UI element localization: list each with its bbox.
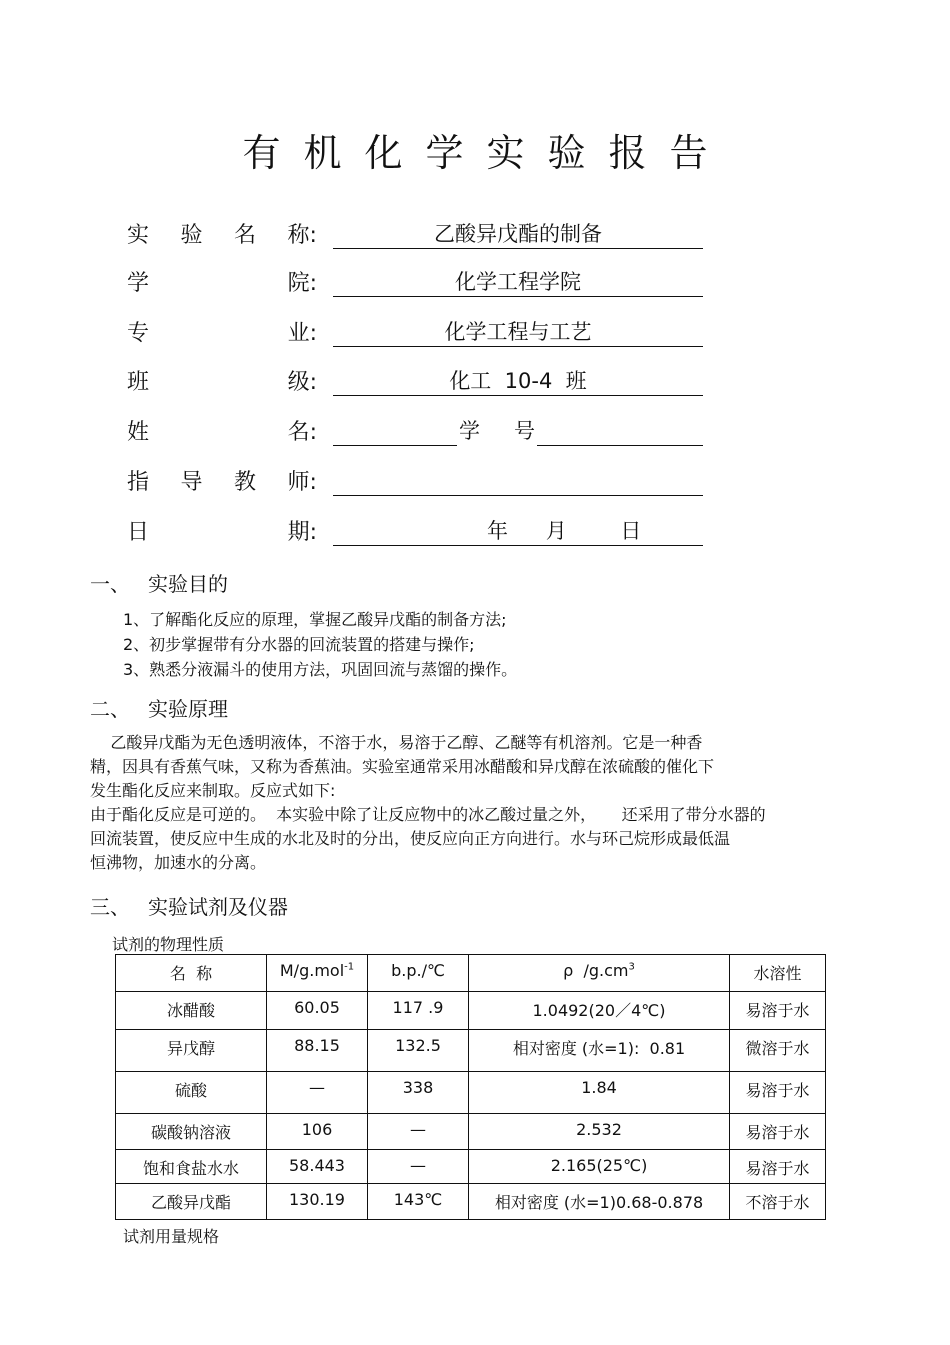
table-cell: 异戊醇 <box>116 1030 267 1072</box>
table-cell: 不溶于水 <box>730 1184 826 1220</box>
name-field-line <box>333 415 457 446</box>
label-char: 师: <box>287 470 317 495</box>
principle-line: 回流装置，使反应中生成的水北及时的分出，使反应向正方向进行。水与环己烷形成最低温 <box>90 829 731 848</box>
principle-paragraph <box>90 731 850 875</box>
table-cell: — <box>368 1114 469 1150</box>
label-char: 学 <box>127 271 150 296</box>
header-cell <box>469 955 730 992</box>
table-cell: 碳酸钠溶液 <box>116 1114 267 1150</box>
header-text: 名 称 <box>169 964 213 983</box>
objective-item: 3、熟悉分液漏斗的使用方法，巩固回流与蒸馏的操作。 <box>123 660 518 679</box>
label-char: 专 <box>127 321 150 346</box>
info-row-college <box>127 266 727 300</box>
label-char: 名 <box>234 223 257 248</box>
table-cell: 60.05 <box>267 992 368 1030</box>
label-char: 业: <box>287 321 317 346</box>
class-value: 化工 10-4 班 <box>333 365 703 396</box>
reagent-amount-caption: 试剂用量规格 <box>123 1227 220 1246</box>
header-text: ρ /g.cm <box>563 961 629 980</box>
label-char: 名: <box>287 420 317 445</box>
label-char: 号 <box>514 419 535 443</box>
objective-item: 1、了解酯化反应的原理，掌握乙酸异戊酯的制备方法; <box>123 610 507 629</box>
table-cell: 2.532 <box>469 1114 730 1150</box>
report-title: 有机化学实验报告 <box>242 131 731 175</box>
table-cell: 106 <box>267 1114 368 1150</box>
section-title: 实验原理 <box>148 697 228 721</box>
principle-line: 精，因具有香蕉气味，又称为香蕉油。实验室通常采用冰醋酸和异戊醇在浓硫酸的催化下 <box>90 757 715 776</box>
table-row <box>116 1072 826 1114</box>
info-row-major <box>127 316 727 350</box>
student-id-label <box>459 415 535 445</box>
info-row-advisor <box>127 465 727 499</box>
student-id-field-line <box>537 415 703 446</box>
info-label <box>127 365 317 396</box>
label-char: 班 <box>127 370 150 395</box>
table-header-row <box>116 955 826 992</box>
principle-line: 乙酸异戊酯为无色透明液体，不溶于水，易溶于乙醇、乙醚等有机溶剂。它是一种香 <box>90 733 703 752</box>
table-cell: 相对密度 (水=1)0.68-0.878 <box>469 1184 730 1220</box>
section-number: 一、 <box>90 572 130 596</box>
section-number: 二、 <box>90 697 130 721</box>
label-char: 院: <box>287 271 317 296</box>
info-row-name <box>127 415 727 449</box>
table-cell: 易溶于水 <box>730 992 826 1030</box>
info-label <box>127 515 317 546</box>
label-char: 学 <box>459 419 480 443</box>
table-cell: 2.165(25℃) <box>469 1150 730 1184</box>
info-label <box>127 266 317 297</box>
major-value: 化学工程与工艺 <box>333 316 703 347</box>
table-row <box>116 1150 826 1184</box>
label-char: 期: <box>287 520 317 545</box>
table-cell: 1.84 <box>469 1072 730 1114</box>
table-caption: 试剂的物理性质 <box>112 935 225 954</box>
table-cell: 相对密度 (水=1): 0.81 <box>469 1030 730 1072</box>
label-char: 教 <box>234 470 257 495</box>
table-cell: 1.0492(20／4℃) <box>469 992 730 1030</box>
label-char: 实 <box>127 223 150 248</box>
header-text: 水溶性 <box>753 964 802 983</box>
info-row-experiment-name <box>127 218 727 252</box>
table-cell: — <box>368 1150 469 1184</box>
header-cell <box>267 955 368 992</box>
label-char: 日 <box>127 520 150 545</box>
table-cell: 微溶于水 <box>730 1030 826 1072</box>
table-cell: 易溶于水 <box>730 1072 826 1114</box>
table-cell: 易溶于水 <box>730 1114 826 1150</box>
info-label <box>127 415 317 446</box>
info-row-date <box>127 515 727 549</box>
reagent-properties-table <box>115 954 826 1220</box>
header-sup: -1 <box>344 961 355 973</box>
table-cell: 117 .9 <box>368 992 469 1030</box>
table-row <box>116 992 826 1030</box>
experiment-name-value: 乙酸异戊酯的制备 <box>333 218 703 249</box>
header-sup: 3 <box>628 961 635 973</box>
label-char: 称: <box>287 223 317 248</box>
table-cell: 143℃ <box>368 1184 469 1220</box>
date-year: 年 <box>487 519 508 543</box>
table-row <box>116 1114 826 1150</box>
table-cell: 88.15 <box>267 1030 368 1072</box>
info-row-class <box>127 365 727 399</box>
college-value: 化学工程学院 <box>333 266 703 297</box>
table-cell: 易溶于水 <box>730 1150 826 1184</box>
table-cell: 130.19 <box>267 1184 368 1220</box>
table-row <box>116 1030 826 1072</box>
header-text: M/g.mol <box>279 961 345 980</box>
principle-line: 恒沸物，加速水的分离。 <box>90 853 267 872</box>
section-heading-reagents <box>90 891 288 920</box>
section-heading-objectives <box>90 568 228 597</box>
header-cell <box>730 955 826 992</box>
info-label <box>127 218 317 249</box>
date-month: 月 <box>545 519 567 543</box>
label-char: 导 <box>180 470 203 495</box>
table-cell: 338 <box>368 1072 469 1114</box>
table-cell: 132.5 <box>368 1030 469 1072</box>
table-cell: — <box>267 1072 368 1114</box>
info-label <box>127 316 317 347</box>
table-cell: 饱和食盐水水 <box>116 1150 267 1184</box>
info-label <box>127 465 317 496</box>
label-char: 级: <box>287 370 317 395</box>
principle-line: 由于酯化反应是可逆的。 本实验中除了让反应物中的冰乙酸过量之外， 还采用了带分水器的 <box>90 805 766 824</box>
label-char: 指 <box>127 470 150 495</box>
table-row <box>116 1184 826 1220</box>
header-cell <box>116 955 267 992</box>
header-cell <box>368 955 469 992</box>
date-day: 日 <box>620 519 642 543</box>
objective-item: 2、初步掌握带有分水器的回流装置的搭建与操作; <box>123 635 475 654</box>
table-cell: 冰醋酸 <box>116 992 267 1030</box>
table-cell: 58.443 <box>267 1150 368 1184</box>
label-char: 姓 <box>127 420 150 445</box>
advisor-value <box>333 465 703 496</box>
label-char: 验 <box>180 223 203 248</box>
section-number: 三、 <box>90 895 130 919</box>
section-heading-principle <box>90 693 228 722</box>
section-title: 实验目的 <box>148 572 228 596</box>
table-cell: 硫酸 <box>116 1072 267 1114</box>
section-title: 实验试剂及仪器 <box>148 895 288 919</box>
date-parts <box>487 515 641 545</box>
header-text: b.p./℃ <box>391 961 445 980</box>
principle-line: 发生酯化反应来制取。反应式如下: <box>90 781 336 800</box>
table-cell: 乙酸异戊酯 <box>116 1184 267 1220</box>
